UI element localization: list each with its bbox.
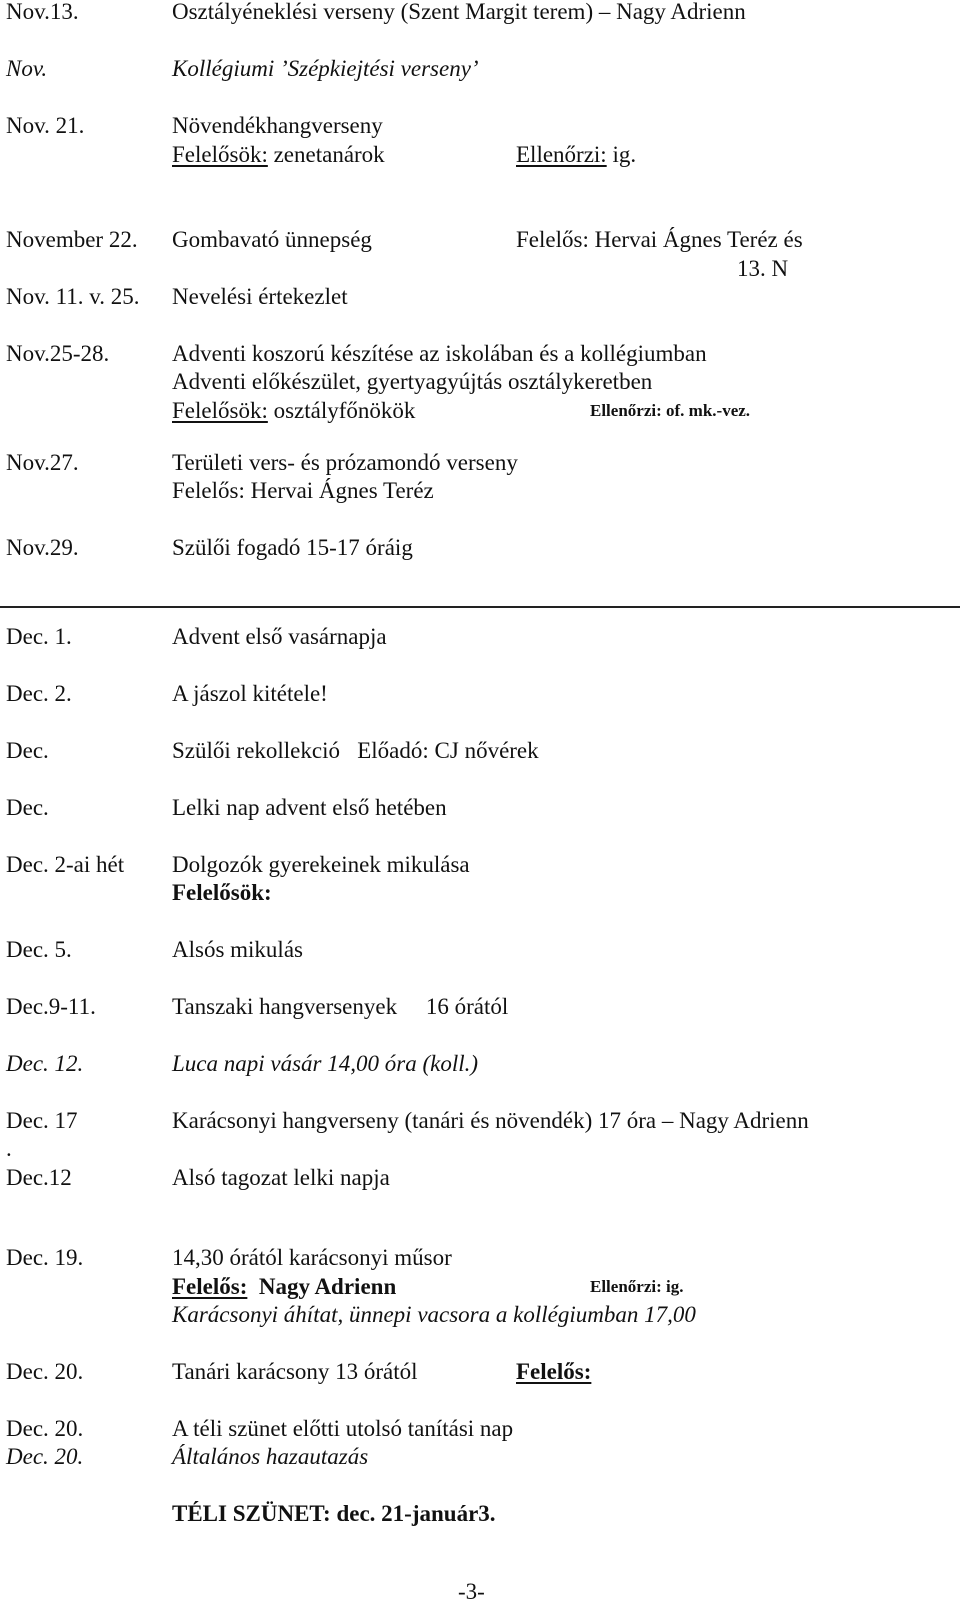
date-dec2het: Dec. 2-ai hét [6,852,125,877]
check-value: ig. [606,142,637,167]
responsible-label: Felelős: [516,227,589,252]
responsible-nov25 [172,399,415,422]
responsible-nov22-cont: 13. N [737,256,789,281]
check-dec19: Ellenőrzi: ig. [590,1277,684,1296]
event-novendekhangverseny: Növendékhangverseny [172,113,383,138]
date-dec12: Dec. 12. [6,1051,84,1076]
section-divider [0,606,960,608]
check-label: Ellenőrzi: [516,142,607,167]
responsible-nov27 [172,479,434,502]
responsible-dec19 [172,1275,396,1298]
date-dec12b: Dec.12 [6,1165,72,1190]
responsible-label: Felelős: [172,1274,248,1299]
date-nov27: Nov.27. [6,450,79,475]
responsible-value: Hervai Ágnes Teréz és [588,227,803,252]
event-alsos-mikulas: Alsós mikulás [172,937,303,962]
date-dec20a: Dec. 20. [6,1359,84,1384]
responsible-label: Felelős: [172,478,245,503]
event-szepkiejtesi: Kollégiumi ’Szépkiejtési verseny’ [172,56,479,81]
date-nov25: Nov.25-28. [6,341,110,366]
event-advent-elso: Advent első vasárnapja [172,624,387,649]
responsible-dec2het: Felelősök: [172,880,272,905]
date-dec17: Dec. 17 [6,1108,78,1133]
event-rekollekcio: Szülői rekollekció Előadó: CJ nővérek [172,738,539,763]
date-dec-rek: Dec. [6,738,49,763]
event-jaszol: A jászol kitétele! [172,681,328,706]
responsible-value: zenetanárok [267,142,385,167]
responsible-value: Nagy Adrienn [247,1274,397,1299]
check-nov25: Ellenőrzi: of. mk.-vez. [590,401,751,420]
event-ahitat: Karácsonyi áhítat, ünnepi vacsora a kollégiumban 17,00 [172,1302,696,1327]
responsible-nov21 [172,143,385,166]
event-mikulasa: Dolgozók gyerekeinek mikulása [172,852,470,877]
event-hazautazas: Általános hazautazás [172,1444,369,1469]
check-nov21 [516,143,636,166]
date-dec1: Dec. 1. [6,624,72,649]
responsible-value: osztályfőnökök [267,398,416,423]
date-dec5: Dec. 5. [6,937,72,962]
responsible-value: Hervai Ágnes Teréz [244,478,434,503]
responsible-label: Felelősök: [172,398,268,423]
event-tanari-karacsony: Tanári karácsony 13 órától [172,1359,418,1384]
event-nevelesi-ertekezlet: Nevelési értekezlet [172,284,348,309]
event-karacsonyi-musor: 14,30 órától karácsonyi műsor [172,1245,452,1270]
event-lelki-nap: Lelki nap advent első hetében [172,795,447,820]
date-nov21: Nov. 21. [6,113,85,138]
winter-break-heading: TÉLI SZÜNET: dec. 21-január3. [172,1501,496,1526]
event-luca-vasar: Luca napi vásár 14,00 óra (koll.) [172,1051,479,1076]
event-szuloi-fogado: Szülői fogadó 15-17 óráig [172,535,413,560]
event-adventi-koszoru: Adventi koszorú készítése az iskolában és a kollégiumban [172,341,707,366]
date-nov22: November 22. [6,227,138,252]
responsible-nov22 [516,228,803,251]
event-gombavato: Gombavató ünnepség [172,227,372,252]
event-also-tagozat: Alsó tagozat lelki napja [172,1165,390,1190]
date-dec911: Dec.9-11. [6,994,96,1019]
date-dec20b: Dec. 20. [6,1416,84,1441]
event-teruleti-vers: Területi vers- és prózamondó verseny [172,450,518,475]
date-dec20c: Dec. 20. [6,1444,84,1469]
date-nov13: Nov.13. [6,0,79,24]
responsible-label: Felelősök: [172,142,268,167]
event-adventi-elokeszulet: Adventi előkészület, gyertyagyújtás osztálykeretben [172,369,653,394]
date-dec-lelki: Dec. [6,795,49,820]
event-osztalyekneklesi: Osztályéneklési verseny (Szent Margit terem) – Nagy Adrienn [172,0,746,24]
date-dec19: Dec. 19. [6,1245,84,1270]
page-number: -3- [458,1579,485,1604]
date-dec17-cont: . [6,1136,12,1161]
responsible-dec20a: Felelős: [516,1359,592,1384]
date-dec2: Dec. 2. [6,681,72,706]
date-nov-koll: Nov. [6,56,48,81]
event-tanszaki: Tanszaki hangversenyek 16 órától [172,994,509,1019]
event-karacsonyi-hangverseny: Karácsonyi hangverseny (tanári és növendék) 17 óra – Nagy Adrienn [172,1108,809,1133]
event-utolso-tanitasi-nap: A téli szünet előtti utolsó tanítási nap [172,1416,514,1441]
date-nov29: Nov.29. [6,535,79,560]
date-nov11: Nov. 11. v. 25. [6,284,140,309]
